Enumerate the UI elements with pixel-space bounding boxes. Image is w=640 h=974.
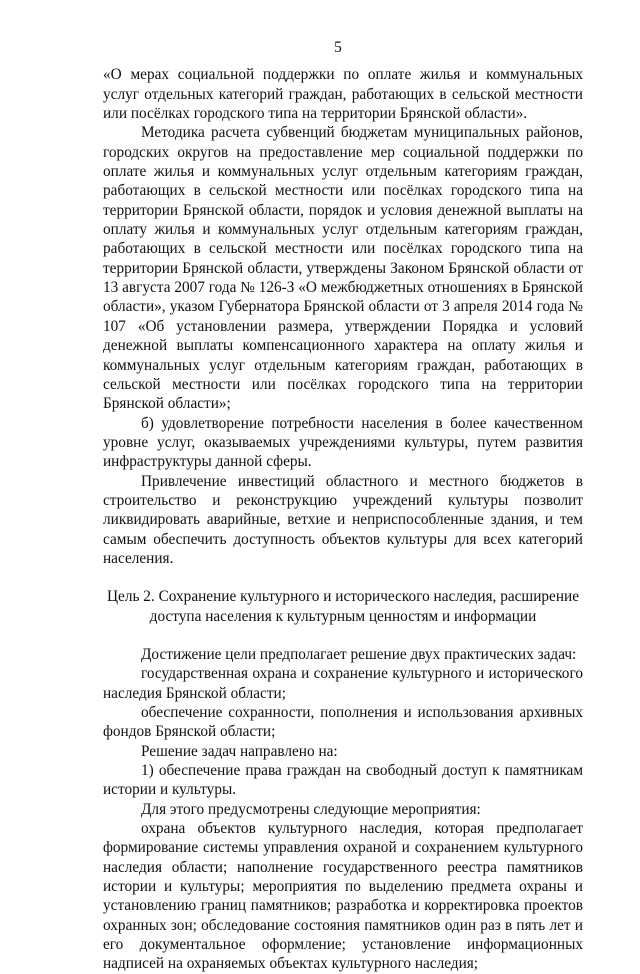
paragraph-goal-tasks: Достижение цели предполагает решение двух практических задач: [141,645,577,663]
document-page [103,38,583,974]
paragraph-investments: Привлечение инвестиций областного и местного бюджетов в строительство и реконструкцию учреждений культуры позволит ликвидировать аварийные, ветхие и неприспособленные здания, и тем самым обеспечить доступность объектов культуры для всех категорий населения. [103,472,583,567]
paragraph-item-b: б) удовлетворение потребности населения в более качественном уровне услуг, оказываемых учреждениями культуры, путем развития инфраструктуры данной сферы. [103,414,583,471]
paragraph-task-heritage: государственная охрана и сохранение культурного и исторического наследия Брянской области; [103,665,583,702]
page-number: 5 [334,39,342,56]
paragraph-measures-intro: Для этого предусмотрены следующие мероприятия: [141,800,481,818]
goal-heading [103,587,583,626]
paragraph-heritage-protection: охрана объектов культурного наследия, которая предполагает формирование системы управления охраной и сохранением культурного наследия области; наполнение государственного реестра памятников истории и культуры; мероприятия по выделению предмета охраны и установлению границ памятников; разработка и корректировка проектов охранных зон; обследование состояния памятников один раз в пять лет и его документальное оформление; установление информационных надписей на охраняемых объектах культурного наследия; [103,820,583,973]
goal-heading-line1: Цель 2. Сохранение культурного и исторического наследия, расширение [107,588,579,606]
paragraph-law-title-end: «О мерах социальной поддержки по оплате жилья и коммунальных услуг отдельных категорий граждан, работающих в сельской местности или посёлках городского типа на территории Брянской области». [103,66,583,123]
paragraph-solution-directed: Решение задач направлено на: [141,742,338,760]
paragraph-item-1: 1) обеспечение права граждан на свободный доступ к памятникам истории и культуры. [103,762,583,799]
paragraph-subvention-method: Методика расчета субвенций бюджетам муниципальных районов, городских округов на предоставление мер социальной поддержки по оплате жилья и коммунальных услуг отдельным категориям граждан, работающих в сельской местности или посёлках городского типа на территории Брянской области, порядок и условия денежной выплаты на оплату жилья и коммунальных услуг отдельным категориям граждан, работающих в сельской местности или посёлках городского типа на территории Брянской области, утверждены Законом Брянской области от 13 августа 2007 года № 126-З «О межбюджетных отношениях в Брянской области», указом Губернатора Брянской области от 3 апреля 2014 года № 107 «Об установлении размера, утверждении Порядка и условий денежной выплаты компенсационного характера на оплату жилья и коммунальных услуг отдельным категориям граждан, работающих в сельской местности или посёлках городского типа на территории Брянской области»; [103,124,583,413]
paragraph-task-archives: обеспечение сохранности, пополнения и использования архивных фондов Брянской области; [103,704,583,741]
goal-heading-line2: доступа населения к культурным ценностям и информации [149,607,537,625]
